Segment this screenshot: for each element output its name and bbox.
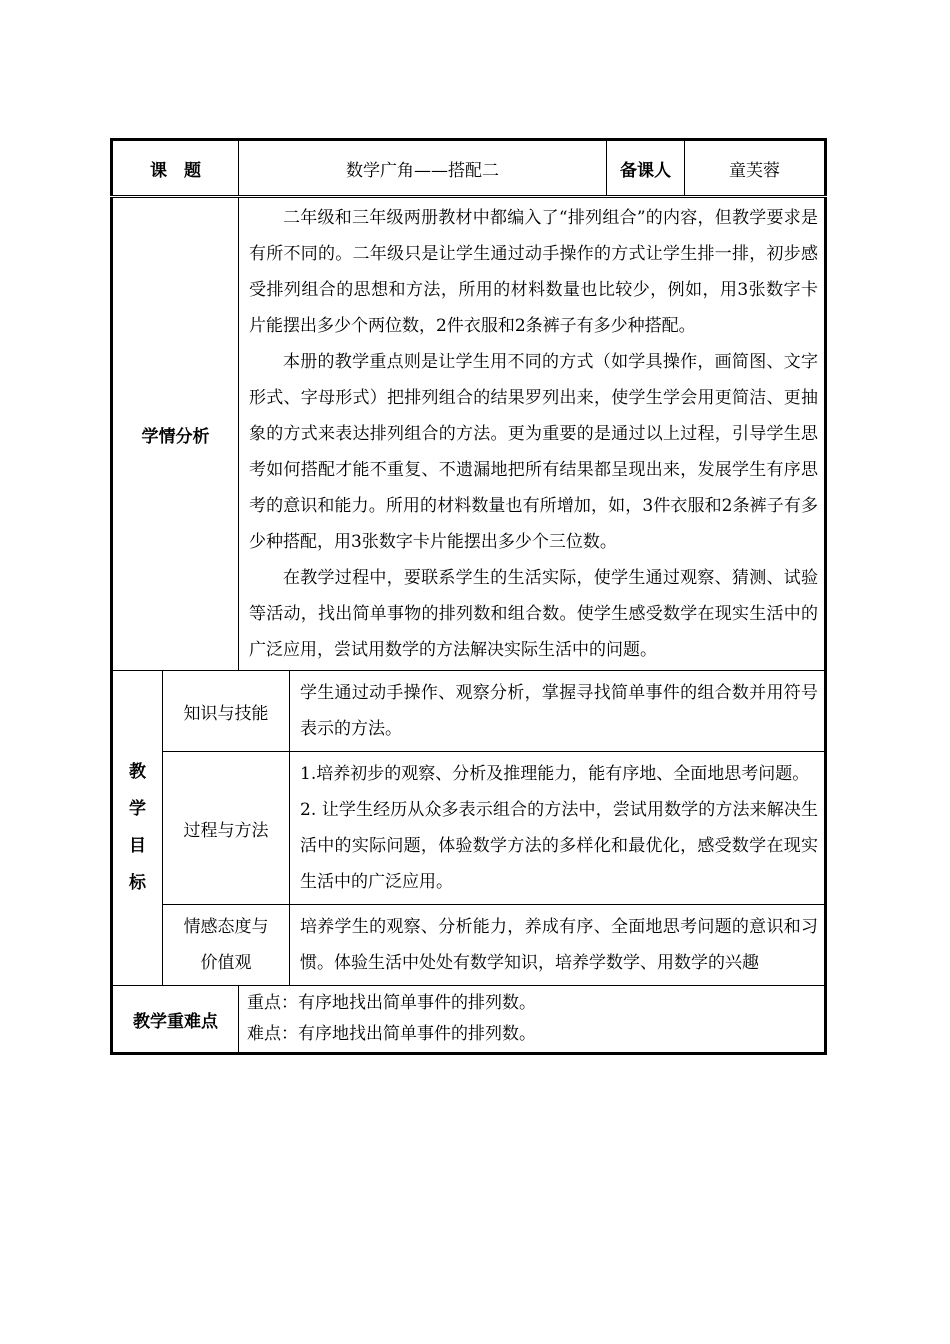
lesson-plan-table: [110, 138, 827, 1055]
preparer-name: 童芙蓉: [685, 140, 826, 197]
goal-knowledge-row: [112, 671, 826, 752]
title-label: 课 题: [112, 140, 239, 197]
key-points-row: [112, 986, 826, 1054]
process-item: 1.培养初步的观察、分析及推理能力，能有序地、全面地思考问题。: [300, 764, 810, 784]
goals-label-char: 学: [129, 799, 146, 819]
goals-label: [112, 671, 163, 986]
key-points-label: 教学重难点: [112, 986, 239, 1054]
goals-label-char: 标: [129, 873, 146, 893]
analysis-paragraph: 二年级和三年级两册教材中都编入了“排列组合”的内容，但教学要求是有所不同的。二年级只是让学生通过动手操作的方式让学生排一排，初步感受排列组合的思想和方法，所用的材料数量也比较少，例如，用3张数字卡片能摆出多少个两位数，2件衣服和2条裤子有多少种搭配。: [249, 208, 818, 336]
difficult-point: 难点：有序地找出简单事件的排列数。: [247, 1024, 536, 1044]
lesson-plan-document: [110, 138, 824, 1055]
lesson-title: 数学广角——搭配二: [239, 140, 607, 197]
emotion-label-line: 价值观: [200, 953, 252, 973]
analysis-content: [239, 197, 826, 671]
goal-process-row: [112, 752, 826, 905]
key-points-content: [239, 986, 826, 1054]
header-row: [112, 140, 826, 197]
process-content: [290, 752, 826, 905]
analysis-row: [112, 197, 826, 671]
knowledge-label: 知识与技能: [163, 671, 290, 752]
goals-label-char: 目: [129, 836, 146, 856]
emotion-text: 培养学生的观察、分析能力，养成有序、全面地思考问题的意识和习惯。体验生活中处处有数学知识，培养学数学、用数学的兴趣: [290, 905, 826, 986]
analysis-label: 学情分析: [112, 197, 239, 671]
emotion-label-line: 情感态度与: [183, 917, 269, 937]
process-label: 过程与方法: [163, 752, 290, 905]
knowledge-text: 学生通过动手操作、观察分析，掌握寻找简单事件的组合数并用符号表示的方法。: [290, 671, 826, 752]
goal-emotion-row: [112, 905, 826, 986]
emotion-label: [163, 905, 290, 986]
analysis-paragraph: 在教学过程中，要联系学生的生活实际，使学生通过观察、猜测、试验等活动，找出简单事物的排列数和组合数。使学生感受数学在现实生活中的广泛应用，尝试用数学的方法解决实际生活中的问题。: [249, 568, 818, 660]
analysis-paragraph: 本册的教学重点则是让学生用不同的方式（如学具操作，画简图、文字形式、字母形式）把排列组合的结果罗列出来，使学生学会用更简洁、更抽象的方式来表达排列组合的方法。更为重要的是通过以上过程，引导学生思考如何搭配才能不重复、不遗漏地把所有结果都呈现出来，发展学生有序思考的意识和能力。所用的材料数量也有所增加，如，3件衣服和2条裤子有多少种搭配，用3张数字卡片能摆出多少个三位数。: [249, 352, 818, 552]
process-item: 2. 让学生经历从众多表示组合的方法中，尝试用数学的方法来解决生活中的实际问题，体验数学方法的多样化和最优化，感受数学在现实生活中的广泛应用。: [300, 800, 818, 892]
preparer-label: 备课人: [607, 140, 685, 197]
key-point: 重点：有序地找出简单事件的排列数。: [247, 993, 536, 1013]
goals-label-char: 教: [129, 762, 146, 782]
